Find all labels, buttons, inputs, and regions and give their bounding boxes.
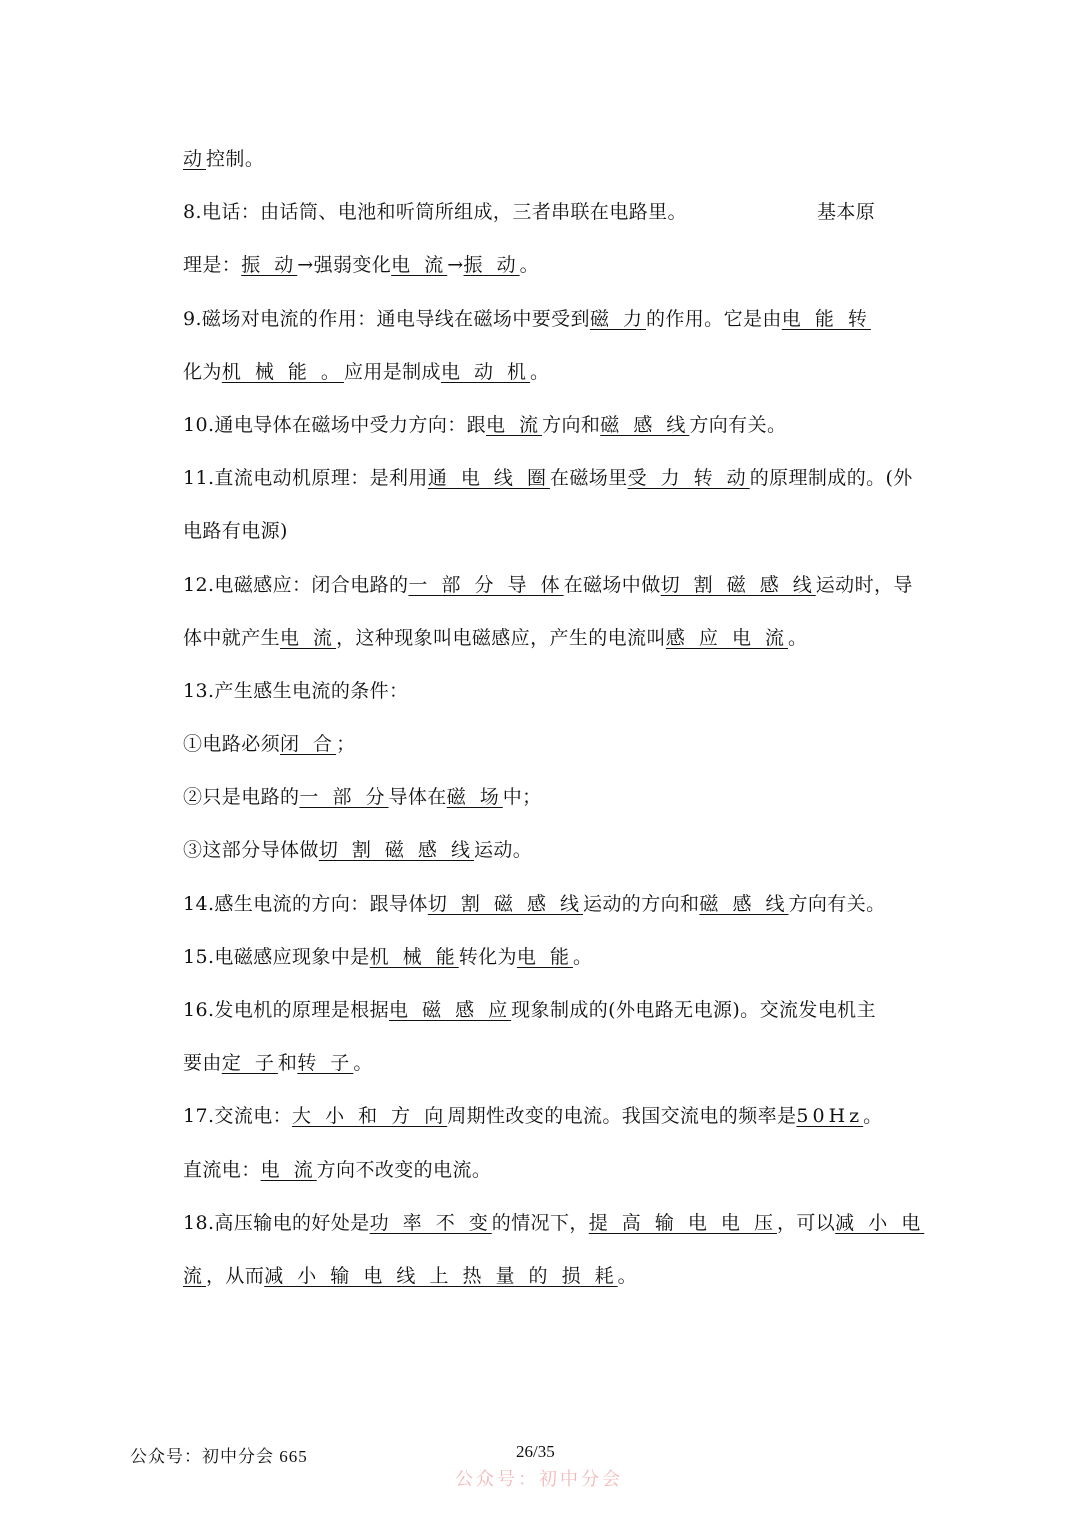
text-line <box>183 612 895 665</box>
text-segment: 转化为 <box>458 945 517 968</box>
underlined-answer: 电 流 <box>280 626 337 649</box>
underlined-answer: 闭 合 <box>280 733 337 756</box>
underlined-answer: 切 割 磁 感 线 <box>318 839 474 862</box>
text-line <box>183 984 895 1037</box>
underlined-answer: 大 小 和 方 向 <box>292 1105 448 1128</box>
text-segment: 15.电磁感应现象中是 <box>183 945 370 968</box>
text-segment: 13.产生感生电流的条件： <box>183 679 409 702</box>
underlined-answer: 受 力 转 动 <box>627 467 750 490</box>
text-line <box>183 665 895 718</box>
text-line <box>183 1144 895 1197</box>
text-line <box>183 1197 925 1250</box>
text-segment: 的作用。它是由 <box>645 307 782 330</box>
text-segment: 体中就产生 <box>183 626 281 649</box>
watermark: 公众号：初中分会 <box>455 1469 623 1490</box>
text-segment: 9.磁场对电流的作用：通电导线在磁场中要受到 <box>183 307 590 330</box>
underlined-answer: 磁 场 <box>446 786 503 809</box>
text-segment: 控制。 <box>206 148 265 170</box>
page-number: 26/35 <box>516 1442 555 1461</box>
text-segment: 17.交流电： <box>183 1105 293 1128</box>
underlined-answer: 电 流 <box>486 413 543 436</box>
underlined-answer: 磁 感 线 <box>600 413 690 436</box>
text-segment: 电路有电源) <box>183 520 288 543</box>
underlined-answer: 提 高 输 电 电 压 <box>588 1211 777 1234</box>
text-segment: 和 <box>277 1052 298 1075</box>
underlined-answer: 振 动 <box>463 254 520 277</box>
text-segment: 18.高压输电的好处是 <box>183 1211 370 1234</box>
underlined-answer: 通 电 线 圈 <box>427 467 550 490</box>
underlined-answer: 流 <box>183 1264 207 1287</box>
text-segment: 。 <box>617 1264 638 1287</box>
text-line <box>183 186 895 239</box>
text-segment: 11.直流电动机原理：是利用 <box>183 467 428 490</box>
text-segment: ； <box>336 733 356 756</box>
text-line <box>183 133 895 186</box>
text-segment: 10.通电导体在磁场中受力方向：跟 <box>183 413 487 436</box>
text-segment: 。 <box>519 254 539 277</box>
text-segment: 方向有关。 <box>788 892 886 915</box>
text-segment: ①电路必须 <box>183 733 281 756</box>
text-segment: 的原理制成的。(外 <box>749 467 913 490</box>
text-segment: 导体在 <box>388 786 447 809</box>
text-segment: 在磁场中做 <box>563 573 661 596</box>
text-segment: 的情况下， <box>491 1211 589 1234</box>
underlined-answer: 转 子 <box>297 1052 354 1075</box>
underlined-answer: 电 磁 感 应 <box>389 999 512 1021</box>
underlined-answer: 功 率 不 变 <box>369 1211 492 1234</box>
document-body <box>183 133 925 1303</box>
text-line <box>183 931 895 984</box>
text-segment: 基本原 <box>816 201 876 224</box>
text-segment: 。 <box>353 1052 373 1075</box>
text-segment: 。 <box>572 945 593 968</box>
text-line <box>183 824 895 877</box>
underlined-answer: 切 割 磁 感 线 <box>427 892 583 915</box>
text-segment: 化为 <box>183 360 222 383</box>
text-segment: 方向和 <box>542 413 601 436</box>
text-segment: 16.发电机的原理是根据 <box>183 999 390 1021</box>
underlined-answer: 磁 感 线 <box>699 892 789 915</box>
text-segment: ③这部分导体做 <box>183 839 319 862</box>
underlined-answer: 振 动 <box>241 254 298 277</box>
text-segment: 周期性改变的电流。我国交流电的频率是 <box>447 1105 797 1128</box>
text-segment: 理是： <box>183 254 242 277</box>
text-segment: 。 <box>863 1105 883 1128</box>
text-line <box>183 1090 895 1143</box>
underlined-answer: 电 动 机 <box>440 360 531 383</box>
text-segment: 运动。 <box>473 839 533 862</box>
text-segment: 运动的方向和 <box>583 892 700 915</box>
text-line <box>183 559 913 612</box>
text-line <box>183 505 895 558</box>
underlined-answer: 机 械 能 。 <box>221 360 344 383</box>
text-segment: 方向不改变的电流。 <box>316 1158 492 1181</box>
underlined-answer: 电 能 <box>516 945 573 968</box>
underlined-answer: 机 械 能 <box>369 945 459 968</box>
text-segment: 现象制成的(外电路无电源)。交流发电机主 <box>511 999 876 1021</box>
text-segment: →强弱变化 <box>297 254 392 277</box>
text-segment: ②只是电路的 <box>183 786 300 809</box>
text-segment: 中； <box>502 786 542 809</box>
text-segment: 。 <box>530 360 550 383</box>
underlined-answer: 感 应 电 流 <box>665 626 788 649</box>
text-segment: ，可以 <box>776 1211 836 1234</box>
underlined-answer: 电 流 <box>260 1158 317 1181</box>
underlined-answer: 定 子 <box>221 1052 278 1075</box>
text-line <box>183 1037 895 1090</box>
text-line <box>183 239 895 292</box>
text-segment: 直流电： <box>183 1158 261 1181</box>
text-segment: 。 <box>788 626 808 649</box>
text-line <box>183 293 895 346</box>
text-line <box>183 718 895 771</box>
underlined-answer: 动 <box>183 148 207 170</box>
text-segment: 8.电话：由话筒、电池和听筒所组成，三者串联在电路里。 <box>183 201 687 224</box>
footer-account-label: 公众号：初中分会 665 <box>130 1447 308 1466</box>
underlined-answer: 减 小 输 电 线 上 热 量 的 损 耗 <box>264 1264 618 1287</box>
text-line <box>183 1250 895 1303</box>
underlined-answer: 50Hz <box>796 1105 864 1128</box>
underlined-answer: 电 能 转 <box>781 307 871 330</box>
text-segment: ，从而 <box>206 1264 265 1287</box>
text-segment: 14.感生电流的方向：跟导体 <box>183 892 428 915</box>
text-line <box>183 771 895 824</box>
text-segment: → <box>447 254 464 277</box>
text-segment: 方向有关。 <box>689 413 787 436</box>
underlined-answer: 电 流 <box>391 254 448 277</box>
underlined-answer: 磁 力 <box>589 307 646 330</box>
underlined-answer: 减 小 电 <box>835 1211 925 1234</box>
text-segment: ，这种现象叫电磁感应，产生的电流叫 <box>336 626 666 649</box>
text-line <box>183 878 895 931</box>
underlined-answer: 切 割 磁 感 线 <box>660 573 816 596</box>
text-line <box>183 346 895 399</box>
text-segment: 要由 <box>183 1052 222 1075</box>
text-segment: 运动时，导 <box>815 573 913 596</box>
underlined-answer: 一 部 分 导 体 <box>408 573 564 596</box>
text-line <box>183 452 913 505</box>
text-line <box>183 399 895 452</box>
text-segment: 在磁场里 <box>549 467 628 490</box>
text-segment: 12.电磁感应：闭合电路的 <box>183 573 409 596</box>
text-segment: 应用是制成 <box>343 360 441 383</box>
underlined-answer: 一 部 分 <box>299 786 389 809</box>
